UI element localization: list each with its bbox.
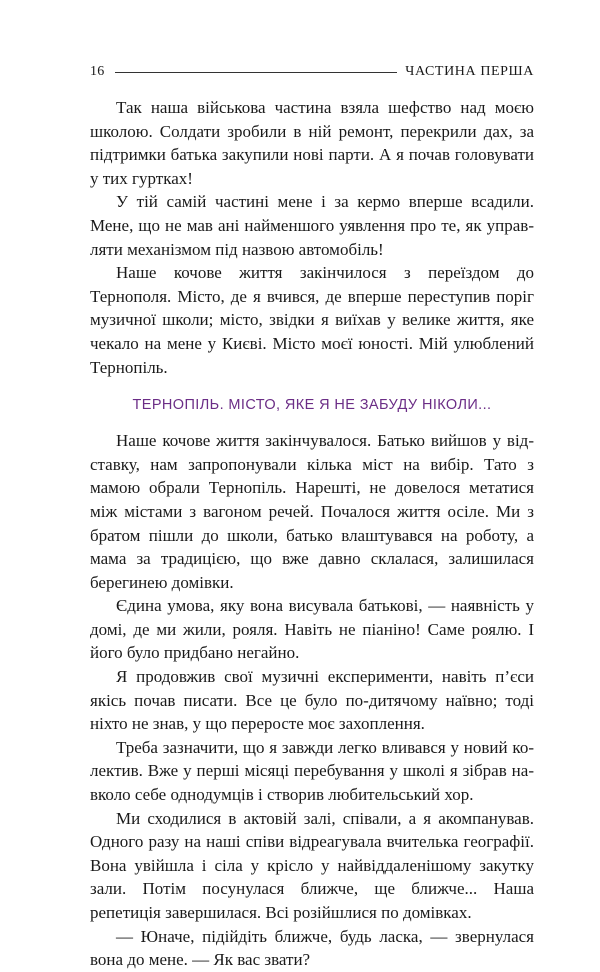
paragraph: Єдина умова, яку вона висувала батькові, — наявність у домі, де ми жили, рояля. Навіть не піаніно! Саме роялю. І його було придбано негайно. [90,596,534,663]
section-heading: ТЕРНОПІЛЬ. МІСТО, ЯКЕ Я НЕ ЗАБУДУ НІКОЛИ... [132,397,492,414]
paragraph: Наше кочове життя закінчувалося. Батько вийшов у відставку, нам запропонували кілька міст на вибір. Тато з мамою обрали Тернопіль. Нарешті, не довелося метатися між містами з вагоном речей. Почалося життя осіле. Ми з братом пішли до школи, батько влаштувався на роботу, а мама за традицією, що вже давно склалася, залишилася берегинею домівки. [90,431,534,592]
header-rule [115,72,398,73]
page-number: 16 [90,64,105,79]
paragraph: — Юначе, підійдіть ближче, будь ласка, — звернулася вона до мене. — Як вас звати? [90,926,534,970]
body-text [90,96,534,972]
paragraph: Я продовжив свої музичні експерименти, навіть п’єси якісь почав писати. Все це було по-дитячому наївно; тоді ніхто не знав, у що переросте моє захоплення. [90,667,534,734]
running-head: ЧАСТИНА ПЕРША [405,64,534,79]
paragraph: Ми сходилися в актовій залі, співали, а я акомпанував. Одного разу на наші співи відреагувала вчителька географії. Вона увійшла і сіла у крісло у найвіддаленішому закутку зали. Потім посунулася ближче, ще ближче... Наша репетиція завершилася. Всі розійшлися по домівках. [90,808,534,922]
paragraph: Треба зазначити, що я завжди легко вливався у новий колектив. Вже у перші місяці перебування у школі я зібрав навколо себе однодумців і створив любительський хор. [90,737,534,805]
paragraph: Наше кочове життя закінчилося з переїздом до Тернополя. Місто, де я вчився, де вперше переступив поріг музичної школи; місто, звідки я виїхав у велике життя, яке чекало на мене у Києві. Місто моєї юності. Мій улюблений Тернопіль. [90,263,534,377]
page-header [90,63,534,81]
paragraph: У тій самій частині мене і за кермо вперше всадили. Мене, що не мав ані найменшого уявлення про те, як управляти механізмом під назвою автомобіль! [90,192,534,259]
paragraph: Так наша військова частина взяла шефство над моєю школою. Солдати зробили в ній ремонт, перекрили дах, за підтримки батька закупили нові парти. А я почав головувати у тих гуртках! [90,98,534,188]
